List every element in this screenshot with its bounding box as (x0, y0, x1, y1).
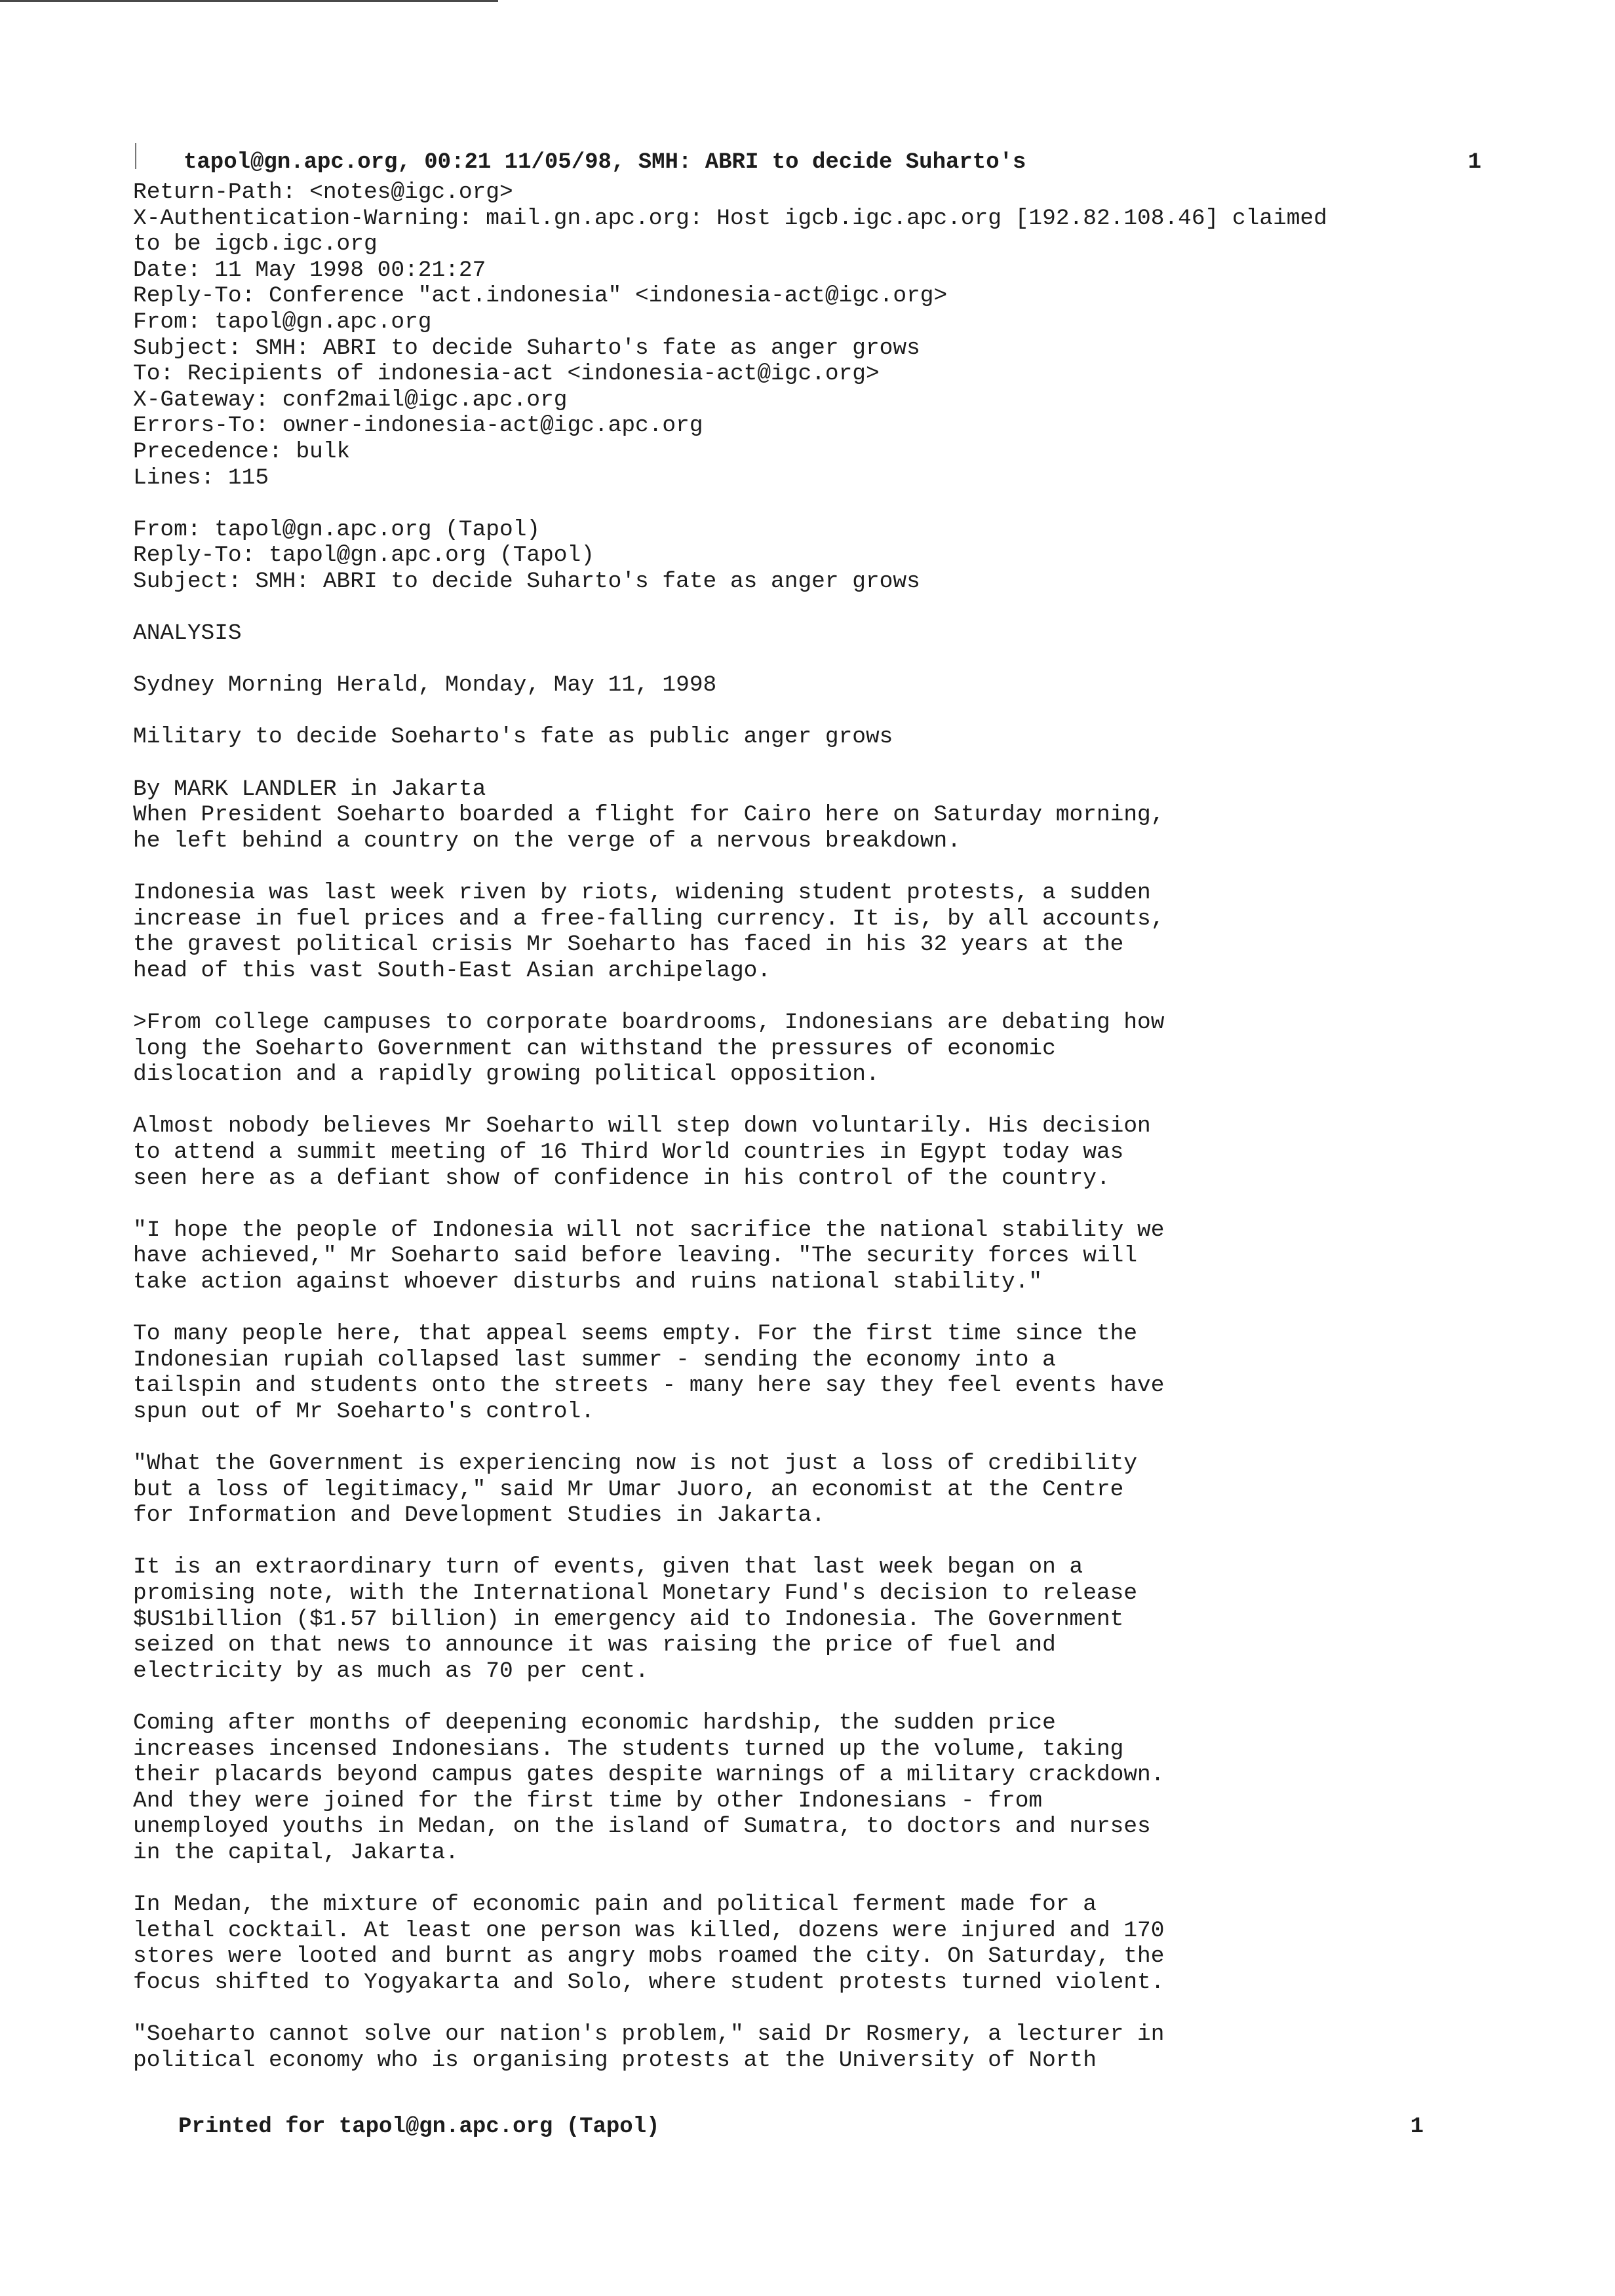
text-line: To many people here, that appeal seems empty. For the first time since the (133, 1321, 1138, 1347)
margin-mark (135, 143, 136, 169)
blank-line (133, 750, 1457, 776)
text-line: take action against whoever disturbs and ruins national stability." (133, 1269, 1043, 1295)
footer-printed-for: Printed for tapol@gn.apc.org (Tapol) (178, 2114, 660, 2139)
text-line: Reply-To: tapol@gn.apc.org (Tapol) (133, 543, 594, 569)
text-line: Sydney Morning Herald, Monday, May 11, 1998 (133, 672, 717, 698)
blank-line (133, 1996, 1457, 2022)
text-line: seen here as a defiant show of confidence in his control of the country. (133, 1165, 1110, 1191)
text-line: head of this vast South-East Asian archipelago. (133, 957, 771, 984)
text-line: lethal cocktail. At least one person was killed, dozens were injured and 170 (133, 1917, 1165, 1943)
text-line: Precedence: bulk (133, 438, 351, 465)
blank-line (133, 1529, 1457, 1555)
text-line: to be igcb.igc.org (133, 231, 378, 258)
text-line: Military to decide Soeharto's fate as public anger grows (133, 724, 893, 750)
blank-line (133, 1425, 1457, 1451)
text-line: From: tapol@gn.apc.org (Tapol) (133, 516, 541, 543)
blank-line (133, 984, 1457, 1010)
text-line: electricity by as much as 70 per cent. (133, 1658, 649, 1684)
text-line: Subject: SMH: ABRI to decide Suharto's fate as anger grows (133, 335, 920, 361)
blank-line (133, 595, 1457, 621)
blank-line (133, 1191, 1457, 1217)
text-line: "What the Government is experiencing now is not just a loss of credibility (133, 1451, 1138, 1477)
text-line: Date: 11 May 1998 00:21:27 (133, 257, 486, 283)
text-line: Return-Path: <notes@igc.org> (133, 180, 513, 205)
blank-line (133, 1088, 1457, 1114)
header-page-number: 1 (1468, 150, 1481, 175)
header-title: tapol@gn.apc.org, 00:21 11/05/98, SMH: ABRI to decide Suharto's (184, 150, 1026, 175)
text-line: Coming after months of deepening economic hardship, the sudden price (133, 1710, 1056, 1736)
text-line: to attend a summit meeting of 16 Third World countries in Egypt today was (133, 1139, 1124, 1165)
text-line: political economy who is organising protests at the University of North (133, 2047, 1097, 2073)
text-line: It is an extraordinary turn of events, given that last week began on a (133, 1554, 1083, 1580)
text-line: Reply-To: Conference "act.indonesia" <indonesia-act@igc.org> (133, 283, 948, 309)
text-line: focus shifted to Yogyakarta and Solo, where student protests turned violent. (133, 1969, 1165, 1995)
text-line: And they were joined for the first time by other Indonesians - from (133, 1788, 1043, 1814)
blank-line (133, 491, 1457, 517)
text-line: When President Soeharto boarded a flight for Cairo here on Saturday morning, (133, 802, 1165, 828)
text-line: spun out of Mr Soeharto's control. (133, 1398, 594, 1425)
text-line: dislocation and a rapidly growing political opposition. (133, 1062, 880, 1088)
text-line: tailspin and students onto the streets - many here say they feel events have (133, 1373, 1165, 1399)
text-line: "Soeharto cannot solve our nation's problem," said Dr Rosmery, a lecturer in (133, 2021, 1165, 2048)
footer-page-number: 1 (1410, 2114, 1424, 2139)
text-line: unemployed youths in Medan, on the island of Sumatra, to doctors and nurses (133, 1814, 1151, 1840)
text-line: In Medan, the mixture of economic pain and political ferment made for a (133, 1892, 1097, 1918)
text-line: >From college campuses to corporate boardrooms, Indonesians are debating how (133, 1010, 1165, 1035)
text-line: have achieved," Mr Soeharto said before leaving. "The security forces will (133, 1243, 1138, 1269)
blank-line (133, 698, 1457, 725)
text-line: ANALYSIS (133, 621, 242, 647)
scan-edge-line (0, 0, 498, 2)
blank-line (133, 854, 1457, 880)
text-line: in the capital, Jakarta. (133, 1840, 459, 1866)
text-line: $US1billion ($1.57 billion) in emergency aid to Indonesia. The Government (133, 1606, 1124, 1632)
text-line: Subject: SMH: ABRI to decide Suharto's fate as anger grows (133, 568, 920, 594)
text-line: increases incensed Indonesians. The students turned up the volume, taking (133, 1736, 1124, 1762)
text-line: Indonesia was last week riven by riots, widening student protests, a sudden (133, 880, 1151, 906)
text-line: increase in fuel prices and a free-falling currency. It is, by all accounts, (133, 906, 1165, 932)
text-line: the gravest political crisis Mr Soeharto has faced in his 32 years at the (133, 932, 1124, 958)
text-line: Lines: 115 (133, 465, 269, 491)
text-line: X-Gateway: conf2mail@igc.apc.org (133, 387, 568, 413)
text-line: their placards beyond campus gates despite warnings of a military crackdown. (133, 1762, 1165, 1788)
blank-line (133, 647, 1457, 673)
text-line: Errors-To: owner-indonesia-act@igc.apc.org (133, 413, 703, 439)
text-line: stores were looted and burnt as angry mobs roamed the city. On Saturday, the (133, 1943, 1165, 1970)
page-footer (178, 2111, 1424, 2143)
page-header (184, 147, 1481, 178)
blank-line (133, 1684, 1457, 1710)
text-line: From: tapol@gn.apc.org (133, 309, 432, 335)
text-line: long the Soeharto Government can withstand the pressures of economic (133, 1035, 1056, 1062)
email-body (133, 180, 1457, 2073)
text-line: By MARK LANDLER in Jakarta (133, 776, 486, 802)
text-line: To: Recipients of indonesia-act <indonesia-act@igc.org> (133, 361, 880, 387)
text-line: for Information and Development Studies in Jakarta. (133, 1502, 825, 1529)
text-line: promising note, with the International Monetary Fund's decision to release (133, 1580, 1138, 1607)
text-line: seized on that news to announce it was raising the price of fuel and (133, 1632, 1056, 1658)
text-line: Indonesian rupiah collapsed last summer - sending the economy into a (133, 1347, 1056, 1373)
blank-line (133, 1295, 1457, 1322)
text-line: Almost nobody believes Mr Soeharto will step down voluntarily. His decision (133, 1113, 1151, 1139)
text-line: but a loss of legitimacy," said Mr Umar Juoro, an economist at the Centre (133, 1476, 1124, 1502)
text-line: "I hope the people of Indonesia will not sacrifice the national stability we (133, 1217, 1165, 1243)
blank-line (133, 1866, 1457, 1892)
text-line: X-Authentication-Warning: mail.gn.apc.org: Host igcb.igc.apc.org [192.82.108.46] claimed (133, 205, 1327, 231)
text-line: he left behind a country on the verge of a nervous breakdown. (133, 828, 961, 854)
